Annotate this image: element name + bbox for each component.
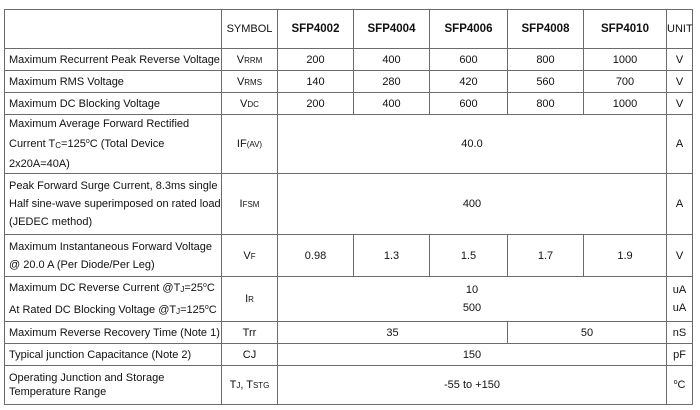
- row-cj: [5, 344, 693, 366]
- param-line: (JEDEC method): [9, 216, 93, 228]
- symbol-cell: [222, 49, 278, 71]
- degree-mark: o: [204, 304, 209, 311]
- param-text: At Rated DC Blocking Voltage @T: [9, 304, 177, 316]
- header-part-sfp4006: SFP4006: [430, 10, 508, 49]
- value-cell: 560: [508, 71, 584, 93]
- header-unit: UNIT: [667, 10, 693, 49]
- param-line: [9, 133, 221, 173]
- unit-line: uA: [672, 284, 687, 296]
- degree-mark: o: [202, 282, 207, 289]
- symbol-sub: R: [248, 295, 254, 304]
- value-cell-merged: [278, 277, 667, 322]
- unit-text: C: [677, 379, 686, 391]
- symbol-sub: FSM: [242, 200, 260, 209]
- symbol-cell: [222, 366, 278, 405]
- symbol-main: I: [239, 198, 243, 210]
- symbol-sub: DC: [247, 99, 259, 109]
- value-cell: 1.7: [508, 235, 584, 277]
- symbol-main: IF: [236, 138, 247, 150]
- symbol-sub: RRM: [244, 55, 263, 65]
- param-label: Maximum Reverse Recovery Time (Note 1): [5, 322, 222, 344]
- symbol-sub: STG: [252, 381, 270, 390]
- value-cell: 0.98: [278, 235, 354, 277]
- unit-cell: V: [667, 49, 693, 71]
- value-cell: 280: [354, 71, 430, 93]
- row-vf: [5, 235, 693, 277]
- param-text: C: [206, 282, 215, 294]
- row-tj: [5, 366, 693, 405]
- symbol-sub: (AV): [246, 140, 263, 149]
- symbol-cell: [222, 71, 278, 93]
- param-sub: C: [55, 141, 62, 150]
- param-line: @ 20.0 A (Per Diode/Per Leg): [9, 258, 155, 271]
- header-part-sfp4004: SFP4004: [354, 10, 430, 49]
- param-label: [5, 277, 222, 322]
- symbol-main: T: [229, 379, 237, 391]
- value-line: 500: [462, 302, 482, 314]
- row-ifav: [5, 115, 693, 174]
- symbol-cell: [222, 93, 278, 115]
- symbol-cell: [222, 115, 278, 174]
- param-text: =125: [61, 138, 86, 150]
- symbol-cell: CJ: [222, 344, 278, 366]
- unit-cell: V: [667, 71, 693, 93]
- value-cell: 1.3: [354, 235, 430, 277]
- value-cell: 400: [354, 49, 430, 71]
- header-part-sfp4008: SFP4008: [508, 10, 584, 49]
- header-part-sfp4002: SFP4002: [278, 10, 354, 49]
- param-label: [5, 174, 222, 235]
- param-text: C (Total Device 2x20A=40A): [9, 138, 165, 170]
- param-line: Temperature Range: [9, 386, 107, 398]
- symbol-sub: RMS: [244, 77, 263, 87]
- param-line: [9, 299, 221, 321]
- value-cell: 1.9: [584, 235, 667, 277]
- value-cell: 600: [430, 93, 508, 115]
- unit-cell: [667, 366, 693, 405]
- value-cell: 600: [430, 49, 508, 71]
- unit-cell: pF: [667, 344, 693, 366]
- unit-cell: V: [667, 93, 693, 115]
- symbol-main: V: [240, 97, 248, 110]
- unit-cell: A: [667, 174, 693, 235]
- param-label: [5, 366, 222, 405]
- value-cell: 400: [354, 93, 430, 115]
- value-cell: 200: [278, 49, 354, 71]
- row-vdc: [5, 93, 693, 115]
- header-symbol: SYMBOL: [222, 10, 278, 49]
- value-cell-merged: 35: [278, 322, 508, 344]
- symbol-main: V: [236, 53, 245, 66]
- param-label: [5, 235, 222, 277]
- param-label: Maximum RMS Voltage: [5, 71, 222, 93]
- value-cell-merged: 40.0: [278, 115, 667, 174]
- param-text: Maximum DC Reverse Current @T: [9, 282, 181, 294]
- param-line: Half sine-wave superimposed on rated load: [9, 198, 221, 210]
- symbol-cell: [222, 277, 278, 322]
- header-part-sfp4010: SFP4010: [584, 10, 667, 49]
- value-cell-merged: -55 to +150: [278, 366, 667, 405]
- spec-table: [4, 9, 693, 405]
- value-cell-merged: 400: [278, 174, 667, 235]
- symbol-sub: J: [236, 381, 241, 390]
- param-line: [9, 277, 221, 299]
- param-text: =125: [180, 304, 205, 316]
- value-cell: 700: [584, 71, 667, 93]
- unit-cell: A: [667, 115, 693, 174]
- header-param-cell: [5, 10, 222, 49]
- param-sub: J: [180, 285, 185, 294]
- value-line: 10: [465, 284, 479, 296]
- unit-cell: [667, 277, 693, 322]
- value-cell: 800: [508, 49, 584, 71]
- symbol-sub: F: [250, 251, 256, 261]
- value-cell: 140: [278, 71, 354, 93]
- value-cell: 800: [508, 93, 584, 115]
- param-line: Maximum Average Forward Rectified: [9, 118, 190, 130]
- param-line: Peak Forward Surge Current, 8.3ms single: [9, 180, 218, 192]
- row-vrms: [5, 71, 693, 93]
- param-sub: J: [176, 307, 181, 316]
- row-ir: [5, 277, 693, 322]
- param-text: C: [208, 304, 217, 316]
- symbol-main: , T: [240, 379, 253, 391]
- header-row: [5, 10, 693, 49]
- param-text: Current T: [9, 138, 56, 150]
- symbol-cell: [222, 235, 278, 277]
- row-trr: [5, 322, 693, 344]
- value-cell: 1000: [584, 49, 667, 71]
- value-cell: 1.5: [430, 235, 508, 277]
- value-cell: 200: [278, 93, 354, 115]
- value-cell: 1000: [584, 93, 667, 115]
- param-line: Operating Junction and Storage: [9, 372, 165, 384]
- symbol-cell: Trr: [222, 322, 278, 344]
- param-label: [5, 115, 222, 174]
- value-cell-merged: 150: [278, 344, 667, 366]
- param-label: Maximum DC Blocking Voltage: [5, 93, 222, 115]
- unit-line: uA: [672, 302, 687, 314]
- row-vrrm: [5, 49, 693, 71]
- param-label: Typical junction Capacitance (Note 2): [5, 344, 222, 366]
- value-cell: 420: [430, 71, 508, 93]
- degree-mark: o: [85, 138, 90, 145]
- param-label: Maximum Recurrent Peak Reverse Voltage: [5, 49, 222, 71]
- param-line: Maximum Instantaneous Forward Voltage: [9, 240, 212, 253]
- degree-mark: o: [673, 379, 678, 386]
- unit-cell: nS: [667, 322, 693, 344]
- param-text: =25: [184, 282, 203, 294]
- symbol-main: I: [245, 293, 249, 305]
- unit-cell: V: [667, 235, 693, 277]
- value-cell-merged: 50: [508, 322, 667, 344]
- symbol-main: V: [243, 249, 251, 262]
- symbol-main: V: [236, 75, 245, 88]
- row-ifsm: [5, 174, 693, 235]
- symbol-cell: [222, 174, 278, 235]
